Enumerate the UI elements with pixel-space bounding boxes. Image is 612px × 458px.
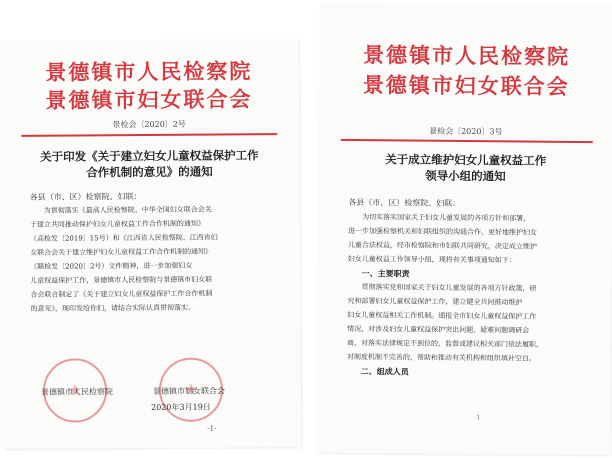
body-line: 情况，对涉及妇女儿童权益保护突出问题、疑难问题调研会 [347,324,530,335]
body-line: 儿童权益保护工作，景德镇市人民检察院与景德镇市妇女联 [30,275,213,285]
body-line: 对制度机制不完善的，帮助和推动有关机构和组织填补空白。 [346,352,536,363]
document-number: 景检会〔2020〕2号 [112,119,186,130]
body-line: 究和部署妇女儿童权益保护工作，建立健全共同推动维护 [347,296,523,307]
red-divider-line [21,133,277,137]
document-title-line1: 关于印发《关于建立妇女儿童权益保护工作 [40,148,259,164]
issuer-header-womens-federation: 景德镇市妇女联合会 [362,72,570,99]
body-line: 合会联合制定了《关于建立妇女儿童权益保护工作合作机制 [30,289,213,299]
body-line: 进一步加强检察机关和妇联组织的沟通合作，更好地维护妇女 [347,226,538,237]
section-heading-members: 二、组成人员 [360,366,409,377]
body-line: 为贯彻落实《最高人民检察院、中华全国妇女联合会关 [43,205,212,215]
page-mark: 1 [476,414,481,422]
body-line: 贯彻落实党和国家关于妇女儿童发展的各项方针政策，研 [361,283,537,293]
section-heading-duties: 一、主要职责 [361,268,410,279]
body-line: 于建立共同推动保护妇女儿童权益工作合作机制的通知》 [29,219,205,229]
body-line: 妇女儿童权益工作领导小组，现将有关事项通知如下： [347,254,516,265]
body-line: 为切实落实国家关于妇女儿童发展的各项方针和部署， [362,213,531,223]
document-body [347,210,588,380]
body-line: 儿童合法权益，经市检察院和市妇联共同研究，决定成立维护 [347,240,537,251]
document-number: 景检会〔2020〕3号 [429,126,503,137]
signature-procuratorate: 景德镇市人民检察院 [41,387,114,397]
issuer-header-procuratorate: 景德镇市人民检察院 [362,42,571,69]
issuer-header-procuratorate: 景德镇市人民检察院 [45,58,253,85]
addressee: 各县（市、区）检察院、妇联： [348,197,461,208]
document-title-line2: 合作机制的意见》的通知 [86,164,213,180]
document-title-line1: 关于成立维护妇女儿童权益工作 [385,152,547,168]
document-title-line2: 领导小组的通知 [425,168,506,184]
right-document-page [316,3,612,456]
addressee: 各县（市、区）检察院、妇联： [29,192,142,202]
document-body [30,202,276,316]
page-number: -1- [207,424,217,433]
left-document-page [0,39,301,449]
body-line: （高检发〔2019〕15号）和《江西省人民检察院、江西省妇 [29,233,218,243]
signature-womens-federation: 景德镇市妇女联合会 [152,386,226,396]
body-line: 妇女儿童权益相关工作机制。通报全市妇女儿童权益保护工作 [347,310,537,321]
signing-date: 2020年3月19日 [151,402,211,412]
body-line: 商，对落实法律规定不到位的，监督或建议相关部门依法履职， [346,338,544,349]
red-divider-line [341,139,593,143]
body-line: 的意见》，现印发给你们，请结合实际认真贯彻落实。 [30,303,195,313]
issuer-header-womens-federation: 景德镇市妇女联合会 [45,86,253,113]
body-line: （赣检发〔2020〕2号）文件精神，进一步加强妇女 [30,261,193,271]
body-line: 女联合会关于建立维护妇女儿童权益工作合作机制的通知》 [30,247,213,257]
